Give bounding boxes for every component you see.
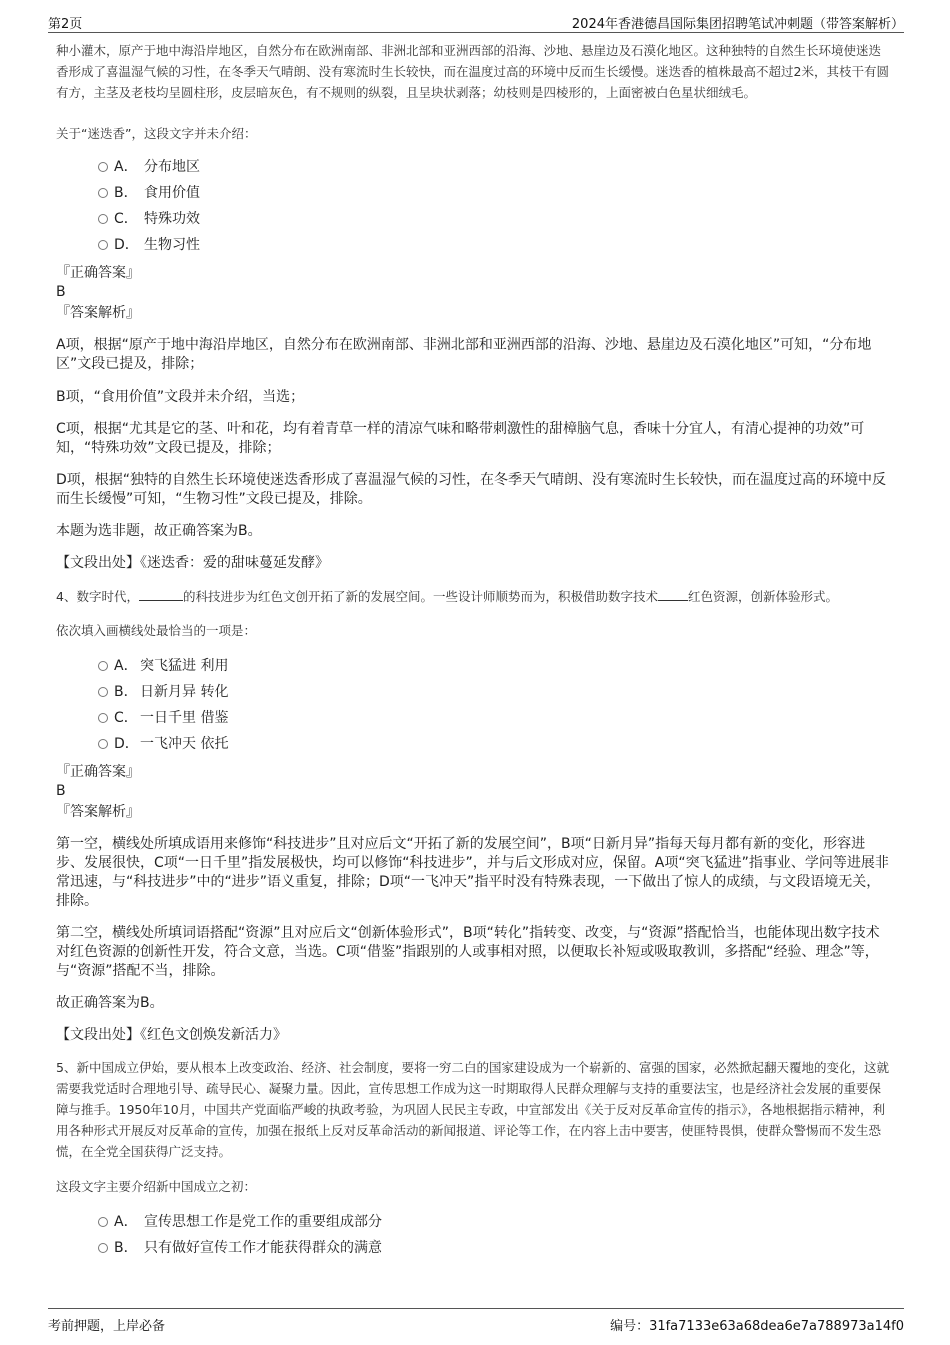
q3-answer: B bbox=[56, 284, 66, 300]
radio-icon[interactable] bbox=[98, 713, 108, 723]
q4-option-a[interactable]: A． 突飞猛进 利用 bbox=[56, 653, 890, 679]
blank-line bbox=[139, 586, 183, 601]
document-id: 编号：31fa7133e63a68dea6e7a788973a14f0 bbox=[610, 1319, 904, 1334]
radio-icon[interactable] bbox=[98, 1243, 108, 1253]
blank-line bbox=[658, 586, 688, 601]
q4-conclusion: 故正确答案为B。 bbox=[56, 995, 164, 1011]
q4-prompt: 依次填入画横线处最恰当的一项是： bbox=[56, 623, 257, 638]
radio-icon[interactable] bbox=[98, 661, 108, 671]
q5-prompt: 这段文字主要介绍新中国成立之初： bbox=[56, 1179, 257, 1194]
q5-options bbox=[56, 1209, 890, 1261]
q3-analysis-d: D项，根据“独特的自然生长环境使迷迭香形成了喜温湿气候的习性，在冬季天气晴朗、没有寒流时生长较快，而在温度过高的环境中反而生长缓慢”可知，“生物习性”文段已提及，排除。 bbox=[56, 472, 887, 507]
q3-options bbox=[56, 154, 890, 258]
document-body bbox=[56, 40, 890, 1261]
radio-icon[interactable] bbox=[98, 162, 108, 172]
q3-source: 【文段出处】《迷迭香：爱的甜味蔓延发酵》 bbox=[56, 555, 329, 571]
q4-answer-label: 『正确答案』 bbox=[56, 764, 140, 780]
q3-analysis-c: C项，根据“尤其是它的茎、叶和花，均有着青草一样的清凉气味和略带刺激性的甜樟脑气息，香味十分宜人，有清心提神的功效”可知，“特殊功效”文段已提及，排除； bbox=[56, 421, 865, 456]
q4-analysis-first-blank: 第一空，横线处所填成语用来修饰“科技进步”且对应后文“开拓了新的发展空间”，B项“日新月异”指每天每月都有新的变化，形容进步、发展很快，C项“一日千里”指发展极快，均可以修饰“科技进步”，并与后文形成对应，保留。A项“突飞猛进”指事业、学问等进展非常迅速，与“科技进步”中的“进步”语义重复，排除；D项“一飞冲天”指平时没有特殊表现，一下做出了惊人的成绩，与文段语境无关，排除。 bbox=[56, 836, 889, 909]
q3-analysis-label: 『答案解析』 bbox=[56, 305, 140, 321]
q5-option-a[interactable]: A． 宣传思想工作是党工作的重要组成部分 bbox=[56, 1209, 890, 1235]
q3-option-a[interactable]: A． 分布地区 bbox=[56, 154, 890, 180]
q3-option-c[interactable]: C． 特殊功效 bbox=[56, 206, 890, 232]
q4-stem: 4、数字时代， 的科技进步为红色文创开拓了新的发展空间。一些设计师顺势而为，积极借助数字技术 红色资源，创新体验形式。 bbox=[56, 586, 890, 607]
radio-icon[interactable] bbox=[98, 687, 108, 697]
q4-option-c[interactable]: C． 一日千里 借鉴 bbox=[56, 705, 890, 731]
q3-option-b[interactable]: B． 食用价值 bbox=[56, 180, 890, 206]
page-number: 第2页 bbox=[48, 17, 83, 32]
page-header bbox=[48, 10, 904, 33]
q3-analysis-b: B项，“食用价值”文段并未介绍，当选； bbox=[56, 389, 305, 405]
q3-passage: 种小灌木，原产于地中海沿岸地区，自然分布在欧洲南部、非洲北部和亚洲西部的沿海、沙地、悬崖边及石漠化地区。这种独特的自然生长环境使迷迭香形成了喜温湿气候的习性，在冬季天气晴朗、没有寒流时生长较快，而在温度过高的环境中反而生长缓慢。迷迭香的植株最高不超过2米，其枝干有圆有方，主茎及老枝均呈圆柱形，皮层暗灰色，有不规则的纵裂，且呈块状剥落；幼枝则是四棱形的，上面密被白色星状细绒毛。 bbox=[56, 43, 889, 100]
q3-conclusion: 本题为选非题，故正确答案为B。 bbox=[56, 523, 262, 539]
q4-analysis-label: 『答案解析』 bbox=[56, 804, 140, 820]
footer-slogan: 考前押题，上岸必备 bbox=[48, 1319, 166, 1334]
q5-passage: 5、新中国成立伊始，要从根本上改变政治、经济、社会制度，要将一穷二白的国家建设成为一个崭新的、富强的国家，必然掀起翻天覆地的变化，这就需要我党适时合理地引导、疏导民心、凝聚力量。因此，宣传思想工作成为这一时期取得人民群众理解与支持的重要法宝，也是经济社会发展的重要保障与推手。1950年10月，中国共产党面临严峻的执政考验，为巩固人民民主专政，中宣部发出《关于反对反革命宣传的指示》，各地根据指示精神，利用各种形式开展反对反革命的宣传，加强在报纸上反对反革命活动的新闻报道、评论等工作，在内容上击中要害，使匪特畏惧，使群众警惕而不发生恐慌，在全党全国获得广泛支持。 bbox=[56, 1060, 889, 1159]
q4-answer: B bbox=[56, 783, 66, 799]
q3-answer-label: 『正确答案』 bbox=[56, 265, 140, 281]
q3-prompt: 关于“迷迭香”，这段文字并未介绍： bbox=[56, 126, 257, 141]
radio-icon[interactable] bbox=[98, 1217, 108, 1227]
q4-option-b[interactable]: B． 日新月异 转化 bbox=[56, 679, 890, 705]
q5-option-b[interactable]: B． 只有做好宣传工作才能获得群众的满意 bbox=[56, 1235, 890, 1261]
page-footer bbox=[48, 1308, 904, 1333]
q4-source: 【文段出处】《红色文创焕发新活力》 bbox=[56, 1027, 287, 1043]
q4-options bbox=[56, 653, 890, 757]
q4-option-d[interactable]: D． 一飞冲天 依托 bbox=[56, 731, 890, 757]
radio-icon[interactable] bbox=[98, 240, 108, 250]
q3-option-d[interactable]: D． 生物习性 bbox=[56, 232, 890, 258]
radio-icon[interactable] bbox=[98, 188, 108, 198]
q3-analysis-a: A项，根据“原产于地中海沿岸地区，自然分布在欧洲南部、非洲北部和亚洲西部的沿海、沙地、悬崖边及石漠化地区”可知，“分布地区”文段已提及，排除； bbox=[56, 337, 872, 372]
q4-analysis-second-blank: 第二空，横线处所填词语搭配“资源”且对应后文“创新体验形式”，B项“转化”指转变、改变，与“资源”搭配恰当，也能体现出数字技术对红色资源的创新性开发，符合文意，当选。C项“借鉴”指跟别的人或事相对照，以便取长补短或吸取教训，多搭配“经验、理念”等，与“资源”搭配不当，排除。 bbox=[56, 925, 880, 979]
radio-icon[interactable] bbox=[98, 739, 108, 749]
document-title: 2024年香港德昌国际集团招聘笔试冲刺题（带答案解析） bbox=[571, 17, 904, 32]
radio-icon[interactable] bbox=[98, 214, 108, 224]
